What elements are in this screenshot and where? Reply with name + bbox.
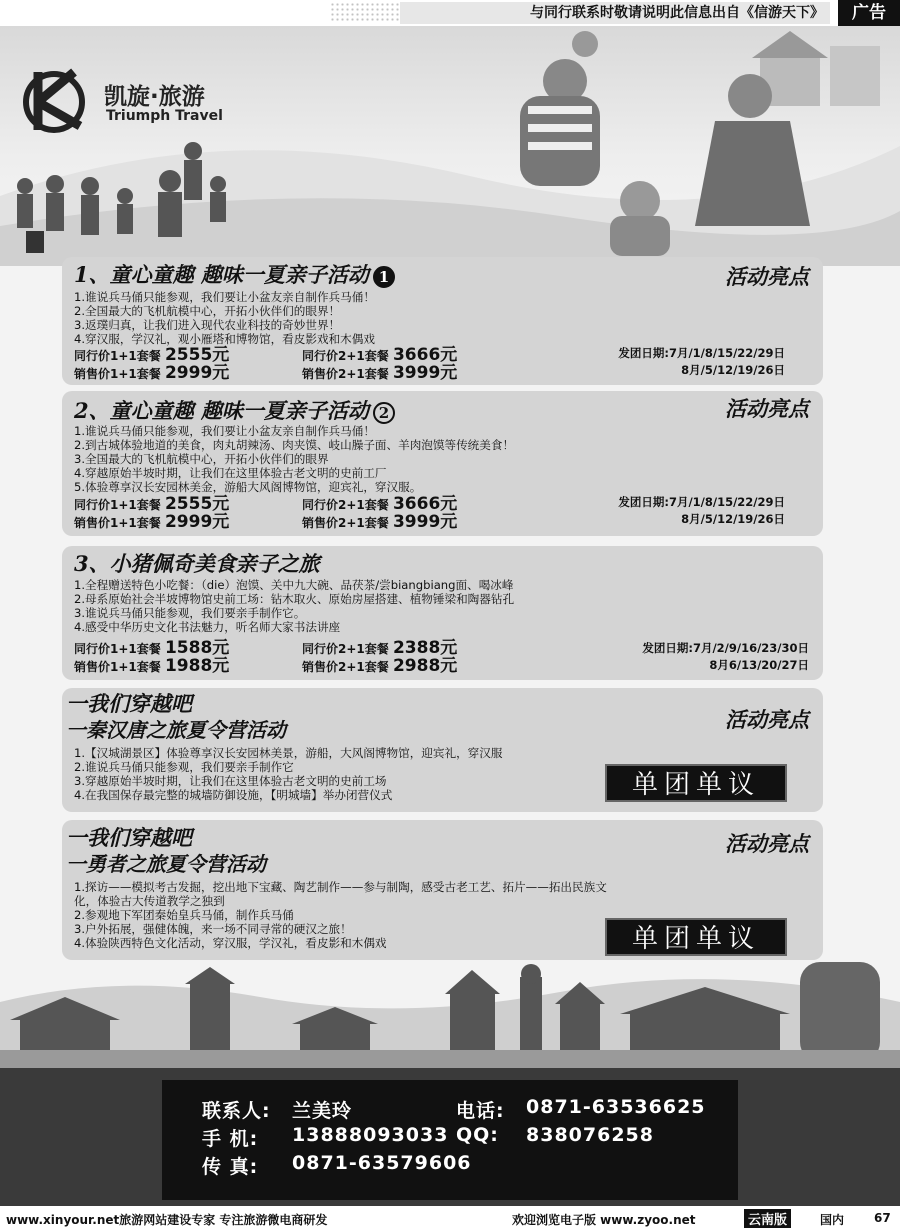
section-title-text: 1、童心童趣 趣味一夏亲子活动 [74,262,369,287]
tour-section-3 [62,546,823,680]
brand-name-en: Triumph Travel [106,108,223,124]
list-item: 2.母系原始社会半坡博物馆史前工场：钻木取火、原始房屋搭建、植物锤梁和陶器钻孔 [74,592,515,606]
contact-box [162,1080,738,1200]
section-subtitle: 一秦汉唐之旅夏令营活动 [66,718,286,742]
list-item: 3.谁说兵马俑只能参观，我们要亲手制作它。 [74,606,306,620]
price-peer-2plus1: 同行价2+1套餐 3666元 [302,345,458,365]
number-badge: 2 [373,402,395,424]
category-label: 国内 [820,1213,845,1227]
source-notice: 与同行联系时敬请说明此信息出自《信游天下》 [400,2,830,24]
itinerary-list [74,880,607,950]
itinerary-list [74,424,514,494]
itinerary-list [74,578,514,634]
highlight-label: 活动亮点 [725,264,809,289]
custom-quote-badge: 单团单议 [605,764,787,802]
departure-dates: 发团日期:7月/1/8/15/22/29日 8月/5/12/19/26日 [618,495,785,526]
section-title: 一我们穿越吧 [66,825,192,850]
fax-number: 0871-63579606 [292,1152,472,1174]
list-item: 4.体验陕西特色文化活动，穿汉服，学汉礼，看皮影和木偶戏 [74,936,387,950]
departure-dates: 发团日期:7月/1/8/15/22/29日 8月/5/12/19/26日 [618,346,785,377]
list-item: 4.穿汉服，学汉礼，观小雁塔和博物馆，看皮影戏和木偶戏 [74,332,375,346]
qq-number: 838076258 [526,1124,654,1146]
qq-label: QQ: [456,1124,499,1146]
ad-tag: 广告 [838,0,900,26]
tour-section-4 [62,688,823,812]
highlight-label: 活动亮点 [725,831,809,856]
list-item: 2.全国最大的飞机航模中心，开拓小伙伴们的眼界！ [74,304,341,318]
price-peer-1plus1: 同行价1+1套餐 2555元 [74,345,230,365]
tour-section-5 [62,820,823,960]
fax-label: 传 真: [202,1156,259,1178]
contact-panel [0,1068,900,1206]
list-item: 4.穿越原始半坡时期，让我们在这里体验古老文明的史前工厂 [74,466,387,480]
brand-logo [18,64,248,134]
family-illustration [0,26,900,266]
departure-dates: 发团日期:7月/2/9/16/23/30日 8月6/13/20/27日 [642,641,809,672]
list-item: 4.在我国保存最完整的城墙防御设施，【明城墙】举办闭营仪式 [74,788,393,802]
footer-bar [0,1206,900,1230]
list-item: 1.【汉城湖景区】体验尊享汉长安园林美景，游船，大风阁博物馆，迎宾礼，穿汉服 [74,746,503,760]
list-item: 3.穿越原始半坡时期，让我们在这里体验古老文明的史前工场 [74,774,387,788]
itinerary-list [74,290,375,346]
brand-name-cn: 凯旋·旅游 [104,84,205,110]
page-number: 67 [874,1211,891,1225]
section-title [74,259,395,289]
xian-skyline-illustration [0,962,900,1070]
triumph-logo-icon [18,64,98,134]
contact-person-label: 联系人: [202,1100,271,1122]
list-item: 1.全程赠送特色小吃餐：（die）泡馍、关中九大碗、品茯茶/尝biangbiang面、喝冰峰 [74,578,514,592]
edition-badge: 云南版 [744,1209,791,1228]
contact-person: 兰美玲 [292,1100,353,1122]
highlight-label: 活动亮点 [725,707,809,732]
tel-number: 0871-63536625 [526,1096,706,1118]
top-bar [0,0,900,26]
price-peer-2plus1: 同行价2+1套餐 3666元 [302,494,458,514]
list-item: 化，体验古大传道教学之独到 [74,894,225,908]
list-item: 2.到古城体验地道的美食，肉丸胡辣汤、肉夹馍、岐山臊子面、羊肉泡馍等传统美食！ [74,438,515,452]
number-badge: 1 [373,266,395,288]
tel-label: 电话: [456,1100,505,1122]
price-retail-1plus1: 销售价1+1套餐 2999元 [74,512,230,532]
itinerary-list [74,746,502,802]
list-item: 1.谁说兵马俑只能参观，我们要让小盆友亲自制作兵马俑！ [74,424,375,438]
list-item: 3.全国最大的飞机航模中心，开拓小伙伴们的眼界 [74,452,329,466]
tour-section-2 [62,391,823,536]
tour-section-1 [62,257,823,385]
list-item: 1.探访——模拟考古发掘，挖出地下宝藏、陶艺制作——参与制陶，感受古老工艺、拓片——拓出民族文 [74,880,607,894]
highlight-label: 活动亮点 [725,396,809,421]
mobile-number: 13888093033 [292,1124,449,1146]
price-retail-2plus1: 销售价2+1套餐 3999元 [302,363,458,383]
custom-quote-badge: 单团单议 [605,918,787,956]
list-item: 3.返璞归真，让我们进入现代农业科技的奇妙世界！ [74,318,341,332]
list-item: 5.体验尊享汉长安园林美金，游船大风阁博物馆，迎宾礼，穿汉服。 [74,480,422,494]
price-retail-1plus1: 销售价1+1套餐 1988元 [74,656,230,676]
price-retail-2plus1: 销售价2+1套餐 3999元 [302,512,458,532]
footer-left-text: www.xinyour.net旅游网站建设专家 专注旅游微电商研发 [6,1213,328,1227]
price-peer-2plus1: 同行价2+1套餐 2388元 [302,638,458,658]
price-retail-2plus1: 销售价2+1套餐 2988元 [302,656,458,676]
section-title-text: 2、童心童趣 趣味一夏亲子活动 [74,398,369,423]
list-item: 2.参观地下军团秦始皇兵马俑，制作兵马俑 [74,908,294,922]
price-retail-1plus1: 销售价1+1套餐 2999元 [74,363,230,383]
price-peer-1plus1: 同行价1+1套餐 1588元 [74,638,230,658]
list-item: 2.谁说兵马俑只能参观，我们要亲手制作它 [74,760,294,774]
section-title: 一我们穿越吧 [66,691,192,716]
list-item: 3.户外拓展，强健体魄，来一场不同寻常的硬汉之旅！ [74,922,352,936]
footer-mid-text: 欢迎浏览电子版 www.zyoo.net [512,1213,696,1227]
section-subtitle: 一勇者之旅夏令营活动 [66,852,266,876]
list-item: 1.谁说兵马俑只能参观，我们要让小盆友亲自制作兵马俑！ [74,290,375,304]
price-peer-1plus1: 同行价1+1套餐 2555元 [74,494,230,514]
hero-illustration [0,26,900,266]
section-title: 3、小猪佩奇美食亲子之旅 [74,551,320,576]
dot-pattern [330,2,410,22]
section-title [74,395,395,425]
list-item: 4.感受中华历史文化书法魅力，听名师大家书法讲座 [74,620,341,634]
mobile-label: 手 机: [202,1128,259,1150]
